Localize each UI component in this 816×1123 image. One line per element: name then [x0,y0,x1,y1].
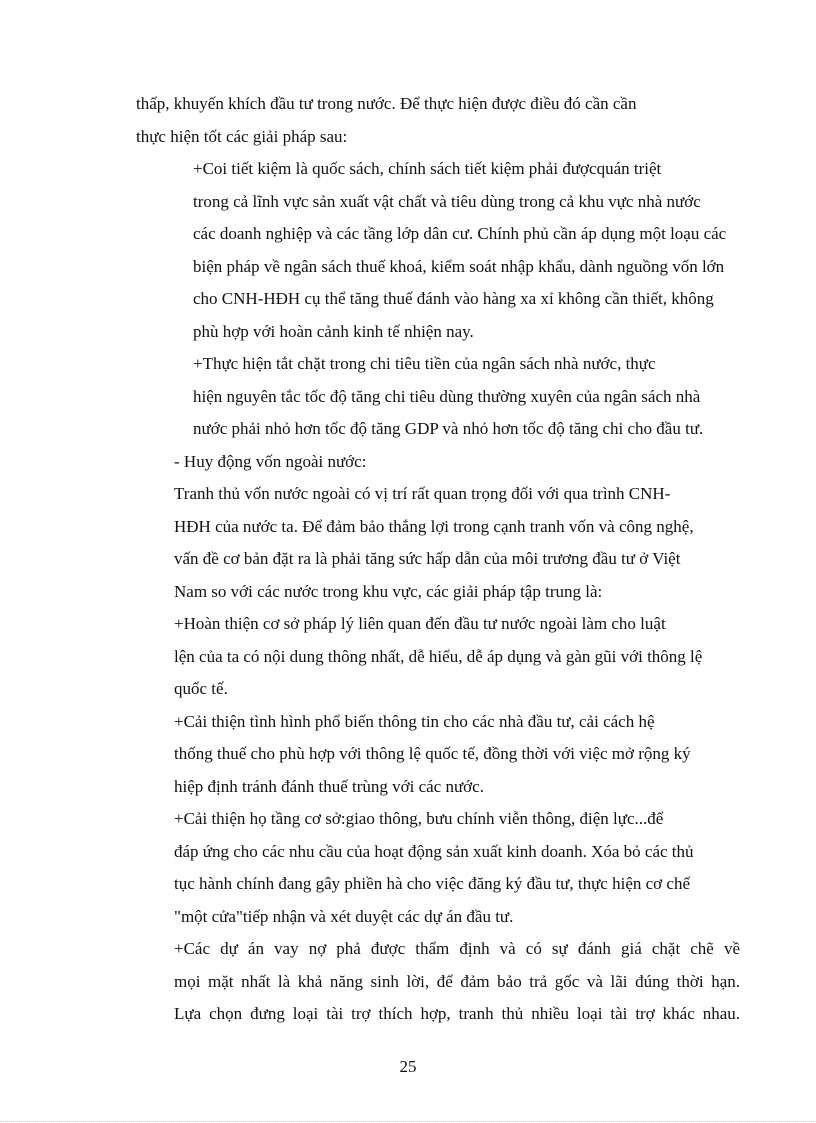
footer-divider [0,1121,816,1122]
text-line: +Coi tiết kiệm là quốc sách, chính sách tiết kiệm phải đượcquán triệt [193,159,662,178]
text-line: biện pháp về ngân sách thuế khoá, kiểm soát nhập khẩu, dành nguồng vốn lớn [193,256,725,276]
text-line: cho CNH-HĐH cụ thể tăng thuế đánh vào hàng xa xỉ không cần thiết, không [193,289,714,308]
text-line: - Huy động vốn ngoài nước: [174,451,367,471]
text-line: tục hành chính đang gây phiền hà cho việc đăng ký đầu tư, thực hiện cơ chế [174,874,691,893]
page-number: 25 [399,1057,417,1076]
text-line: +Cải thiện tình hình phổ biến thông tin cho các nhà đầu tư, cải cách hệ [174,711,655,731]
body-text [136,88,740,1031]
text-line: Tranh thủ vốn nước ngoài có vị trí rất quan trọng đối với qua trình CNH- [174,484,671,503]
paragraph [136,446,740,479]
text-line: Nam so với các nước trong khu vực, các giải pháp tập trung là: [174,581,603,601]
paragraph [136,88,740,153]
text-line: đáp ứng cho các nhu cầu của hoạt động sản xuất kinh doanh. Xóa bỏ các thủ [174,841,694,861]
paragraph [136,348,740,446]
text-line: vấn đề cơ bản đặt ra là phải tăng sức hấp dẫn của môi trương đầu tư ở Việt [174,549,681,568]
text-line: lện của ta có nội dung thông nhất, dễ hiểu, dễ áp dụng và gàn gũi với thông lệ [174,646,703,666]
text-line: "một cửa"tiếp nhận và xét duyệt các dự án đầu tư. [174,906,514,926]
paragraph [136,153,740,348]
text-line: HĐH của nước ta. Để đảm bảo thắng lợi trong cạnh tranh vốn và công nghệ, [174,516,694,536]
text-line: thấp, khuyến khích đầu tư trong nước. Để thực hiện được điều đó cần cần [136,94,637,113]
text-line: các doanh nghiệp và các tầng lớp dân cư. Chính phủ cần áp dụng một loạu các [193,224,727,243]
text-line: Lựa chọn đưng loại tài trợ thích hợp, tranh thủ nhiều loại tài trợ khác nhau. [174,1004,740,1023]
text-line: +Cải thiện họ tầng cơ sở:giao thông, bưu chính viễn thông, điện lực...để [174,809,664,828]
text-line: +Các dự án vay nợ phả được thẩm định và có sự đánh giá chặt chẽ về [174,939,740,958]
paragraph [136,706,740,804]
text-line: trong cả lĩnh vực sản xuất vật chất và tiêu dùng trong cả khu vực nhà nước [193,191,701,211]
paragraph [136,803,740,933]
text-line: +Thực hiện tắt chặt trong chi tiêu tiền của ngân sách nhà nước, thực [193,354,656,373]
text-line: +Hoàn thiện cơ sở pháp lý liên quan đến đầu tư nước ngoài làm cho luật [174,614,666,633]
text-line: quốc tế. [174,679,228,698]
paragraph [136,478,740,608]
paragraph [136,933,740,1031]
text-line: hiệp định tránh đánh thuế trùng với các nước. [174,776,484,796]
text-line: mọi mặt nhất là khả năng sinh lời, để đảm bảo trả gốc và lãi đúng thời hạn. [174,971,740,991]
text-line: thống thuế cho phù hợp với thông lệ quốc tế, đồng thời với việc mở rộng ký [174,744,691,763]
text-line: hiện nguyên tắc tốc độ tăng chi tiêu dùng thường xuyên của ngân sách nhà [193,386,701,406]
text-line: nước phải nhỏ hơn tốc độ tăng GDP và nhỏ hơn tốc độ tăng chi cho đầu tư. [193,419,704,438]
text-line: phù hợp với hoàn cảnh kinh tế nhiện nay. [193,321,474,341]
text-line: thực hiện tốt các giải pháp sau: [136,126,348,146]
paragraph [136,608,740,706]
